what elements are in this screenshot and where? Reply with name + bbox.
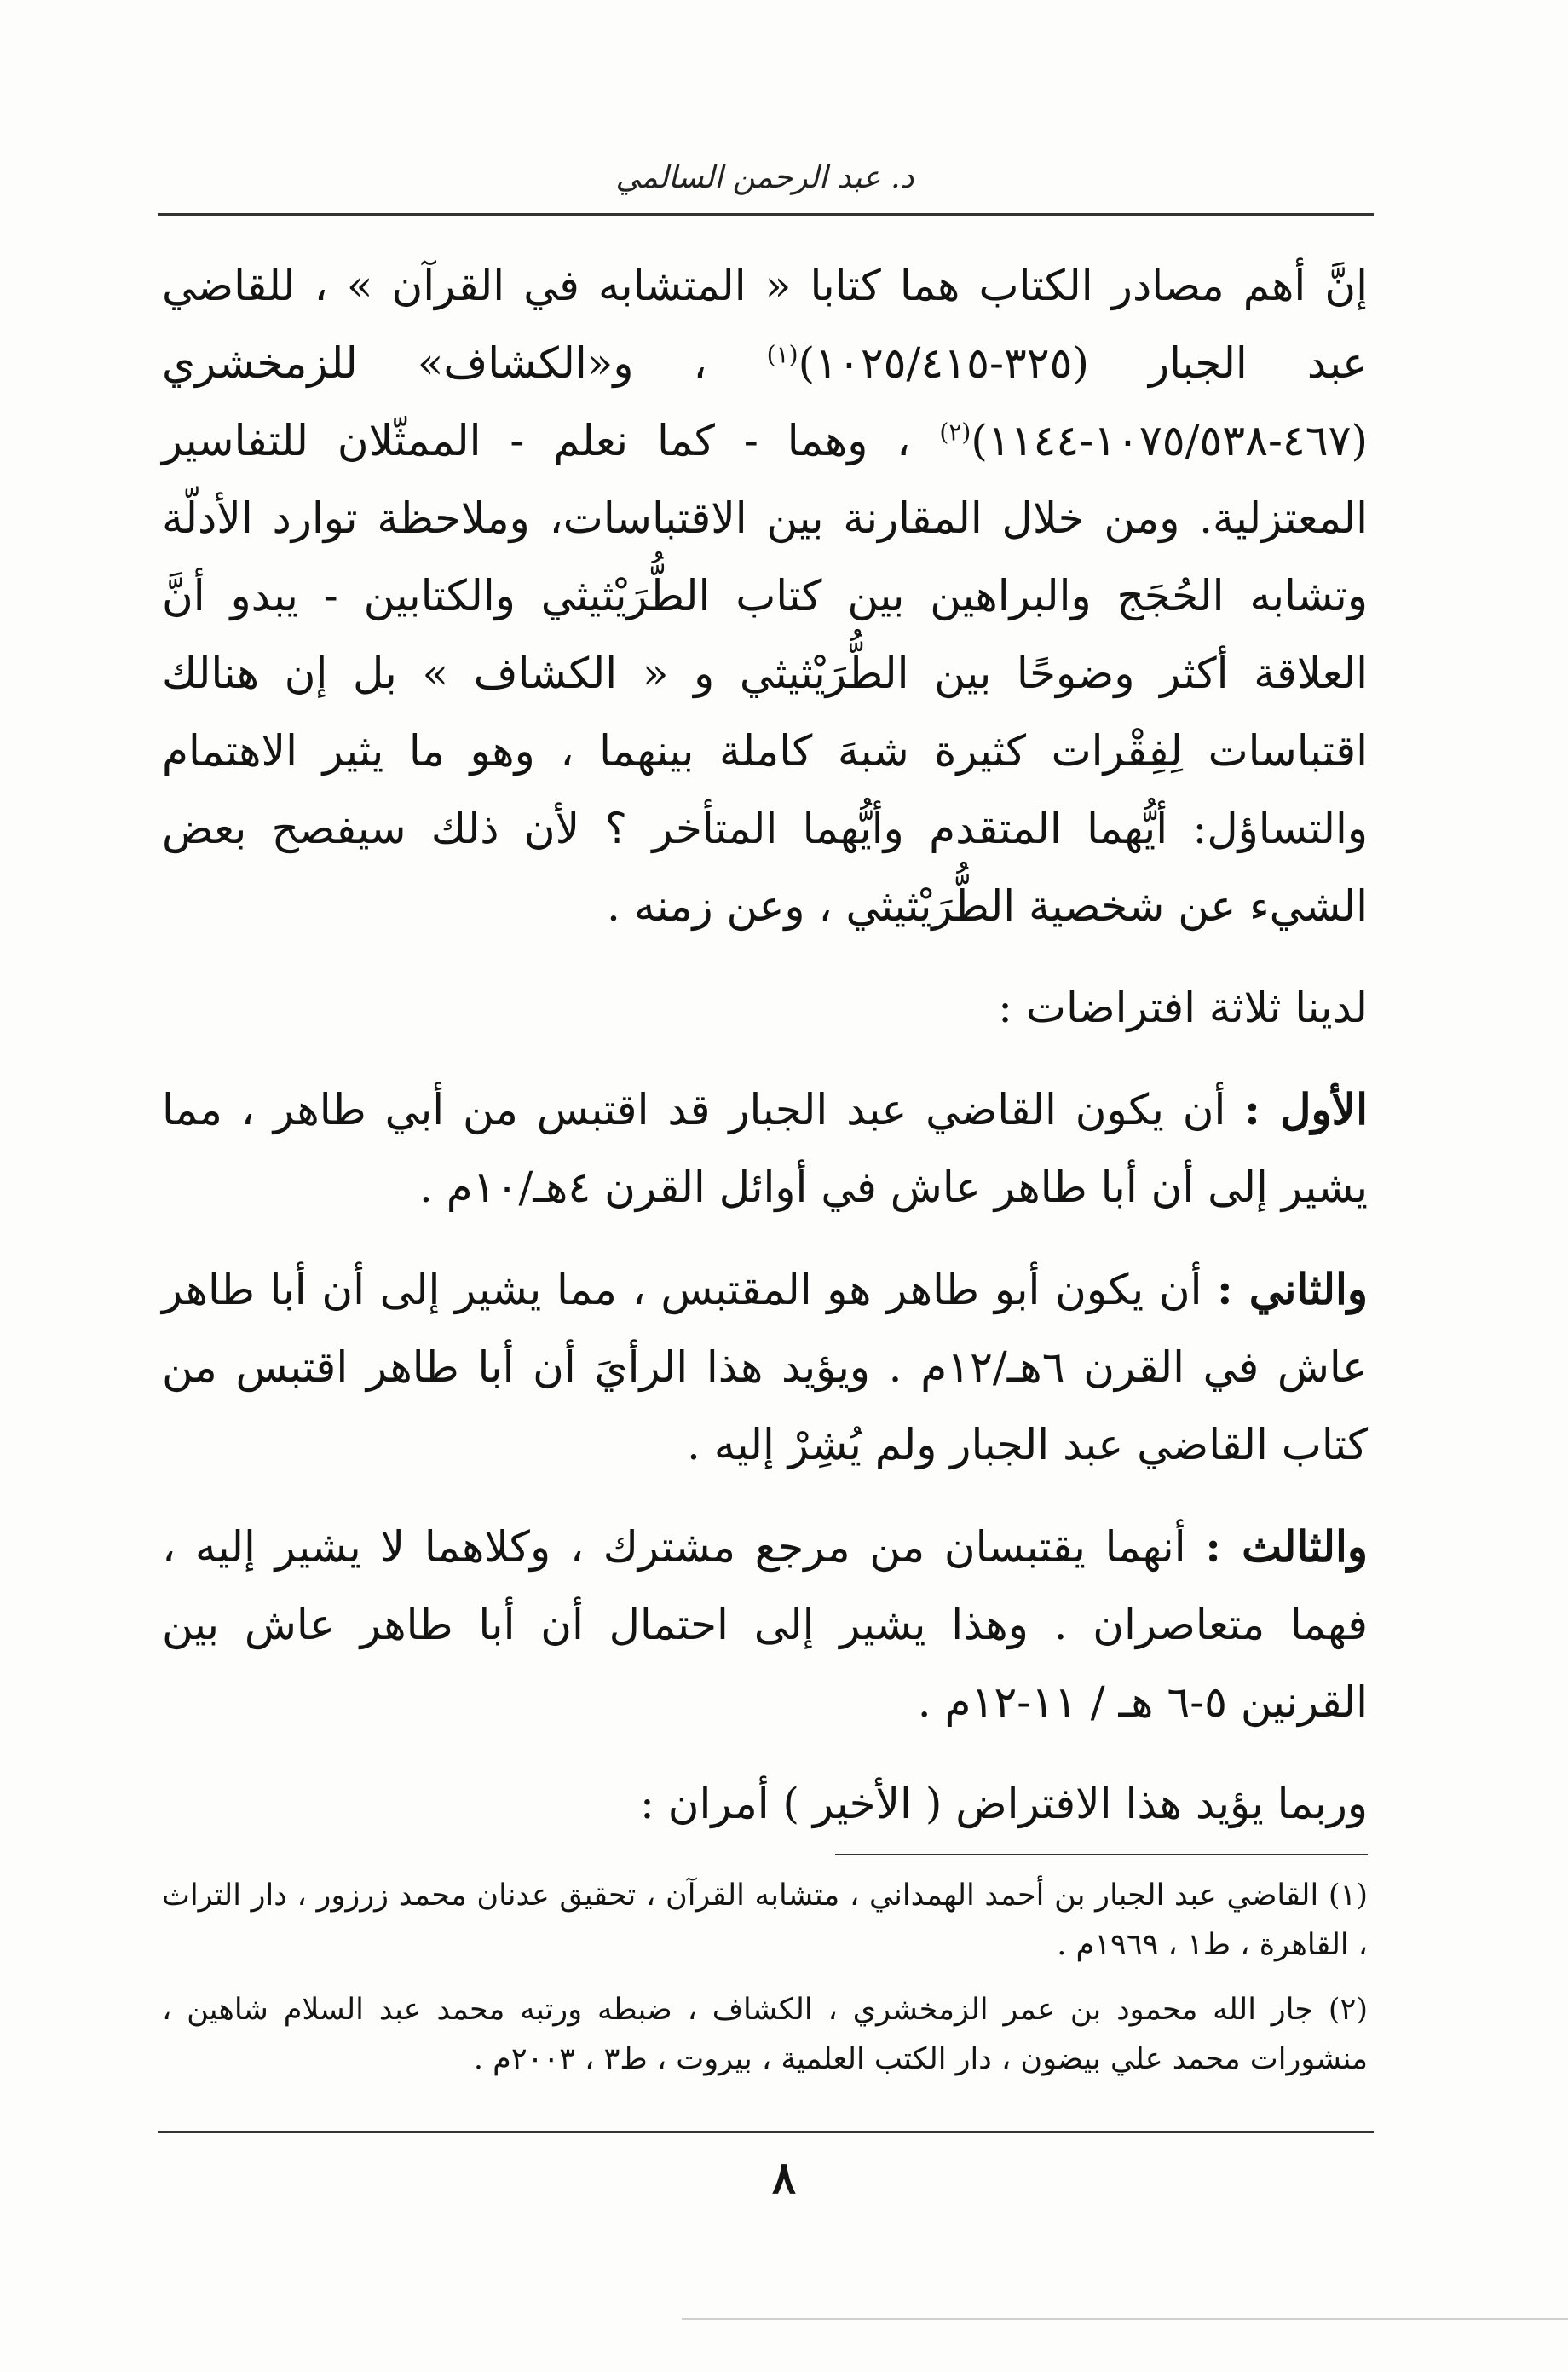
- paragraph-second-hypothesis: [162, 1250, 1368, 1484]
- third-hypothesis-text: أنهما يقتبسان من مرجع مشترك ، وكلاهما لا يشير إليه ، فهما متعاصران . وهذا يشير إلى احتمال أن أبا طاهر عاش بين القرنين ٥-٦ هـ / ١١-١٢م .: [162, 1522, 1368, 1727]
- first-hypothesis-label: الأول :: [1244, 1084, 1368, 1134]
- paragraph-sources-part-a: إنَّ أهم مصادر الكتاب هما كتابا « المتشابه في القرآن » ، للقاضي عبد الجبار (٣٢٥-١٠٢٥/٤١٥): [162, 261, 1368, 388]
- paragraph-sources: [162, 247, 1368, 945]
- footnote-ref-1[interactable]: (١): [766, 340, 798, 369]
- paragraph-support: وربما يؤيد هذا الافتراض ( الأخير ) أمران :: [640, 1779, 1368, 1828]
- paragraph-third-hypothesis: [162, 1508, 1368, 1741]
- scan-edge-line: [682, 2318, 1568, 2320]
- third-hypothesis-label: والثالث :: [1205, 1521, 1368, 1572]
- footnote-2: (٢) جار الله محمود بن عمر الزمخشري ، الكشاف ، ضبطه ورتبه محمد عبد السلام شاهين ، منشورات محمد علي بيضون ، دار الكتب العلمية ، بيروت ، ط٣ ، ٢٠٠٣م .: [162, 1993, 1368, 2076]
- paragraph-hypotheses-intro: لدينا ثلاثة افتراضات :: [998, 983, 1368, 1032]
- second-hypothesis-text: أن يكون أبو طاهر هو المقتبس ، مما يشير إلى أن أبا طاهر عاش في القرن ٦هـ/١٢م . ويؤيد هذا الرأيَ أن أبا طاهر اقتبس من كتاب القاضي عبد الجبار ولم يُشِرْ إليه .: [162, 1265, 1368, 1469]
- header-rule: [158, 213, 1374, 216]
- running-header-author: د. عبد الرحمن السالمي: [615, 160, 914, 195]
- main-text: [162, 247, 1368, 1867]
- first-hypothesis-text: أن يكون القاضي عبد الجبار قد اقتبس من أبي طاهر ، مما يشير إلى أن أبا طاهر عاش في أوائل القرن ٤هـ/١٠م .: [162, 1085, 1368, 1212]
- footnote-1: (١) القاضي عبد الجبار بن أحمد الهمداني ، متشابه القرآن ، تحقيق عدنان محمد زرزور ، دار التراث ، القاهرة ، ط١ ، ١٩٦٩م .: [162, 1879, 1368, 1962]
- footnote-ref-2[interactable]: (٢): [939, 418, 971, 447]
- footnotes: [162, 1871, 1368, 2099]
- paragraph-sources-part-c: ، وهما - كما نعلم - الممثّلان للتفاسير المعتزلية. ومن خلال المقارنة بين الاقتباسات، وملاحظة توارد الأدلّة وتشابه الحُجَج والبراهين بين كتاب الطُّرَيْثيثي والكتابين - يبدو أنَّ العلاقة أكثر وضوحًا بين الطُّرَيْثيثي و « الكشاف » بل إن هنالك اقتباسات لِفِقْرات كثيرة شبهَ كاملة بينهما ، وهو ما يثير الاهتمام والتساؤل: أيُّهما المتقدم وأيُّهما المتأخر ؟ لأن ذلك سيفصح بعض الشيء عن شخصية الطُّرَيْثيثي ، وعن زمنه .: [162, 416, 1368, 931]
- footer-rule: [158, 2131, 1374, 2133]
- paragraph-sources-part-b: ، و«الكشاف» للزمخشري (٤٦٧-١٠٧٥/٥٣٨-١١٤٤): [162, 338, 1368, 465]
- page-number: ٨: [772, 2152, 796, 2204]
- second-hypothesis-label: والثاني :: [1217, 1264, 1368, 1314]
- footnote-separator: [835, 1854, 1368, 1855]
- paragraph-first-hypothesis: [162, 1071, 1368, 1226]
